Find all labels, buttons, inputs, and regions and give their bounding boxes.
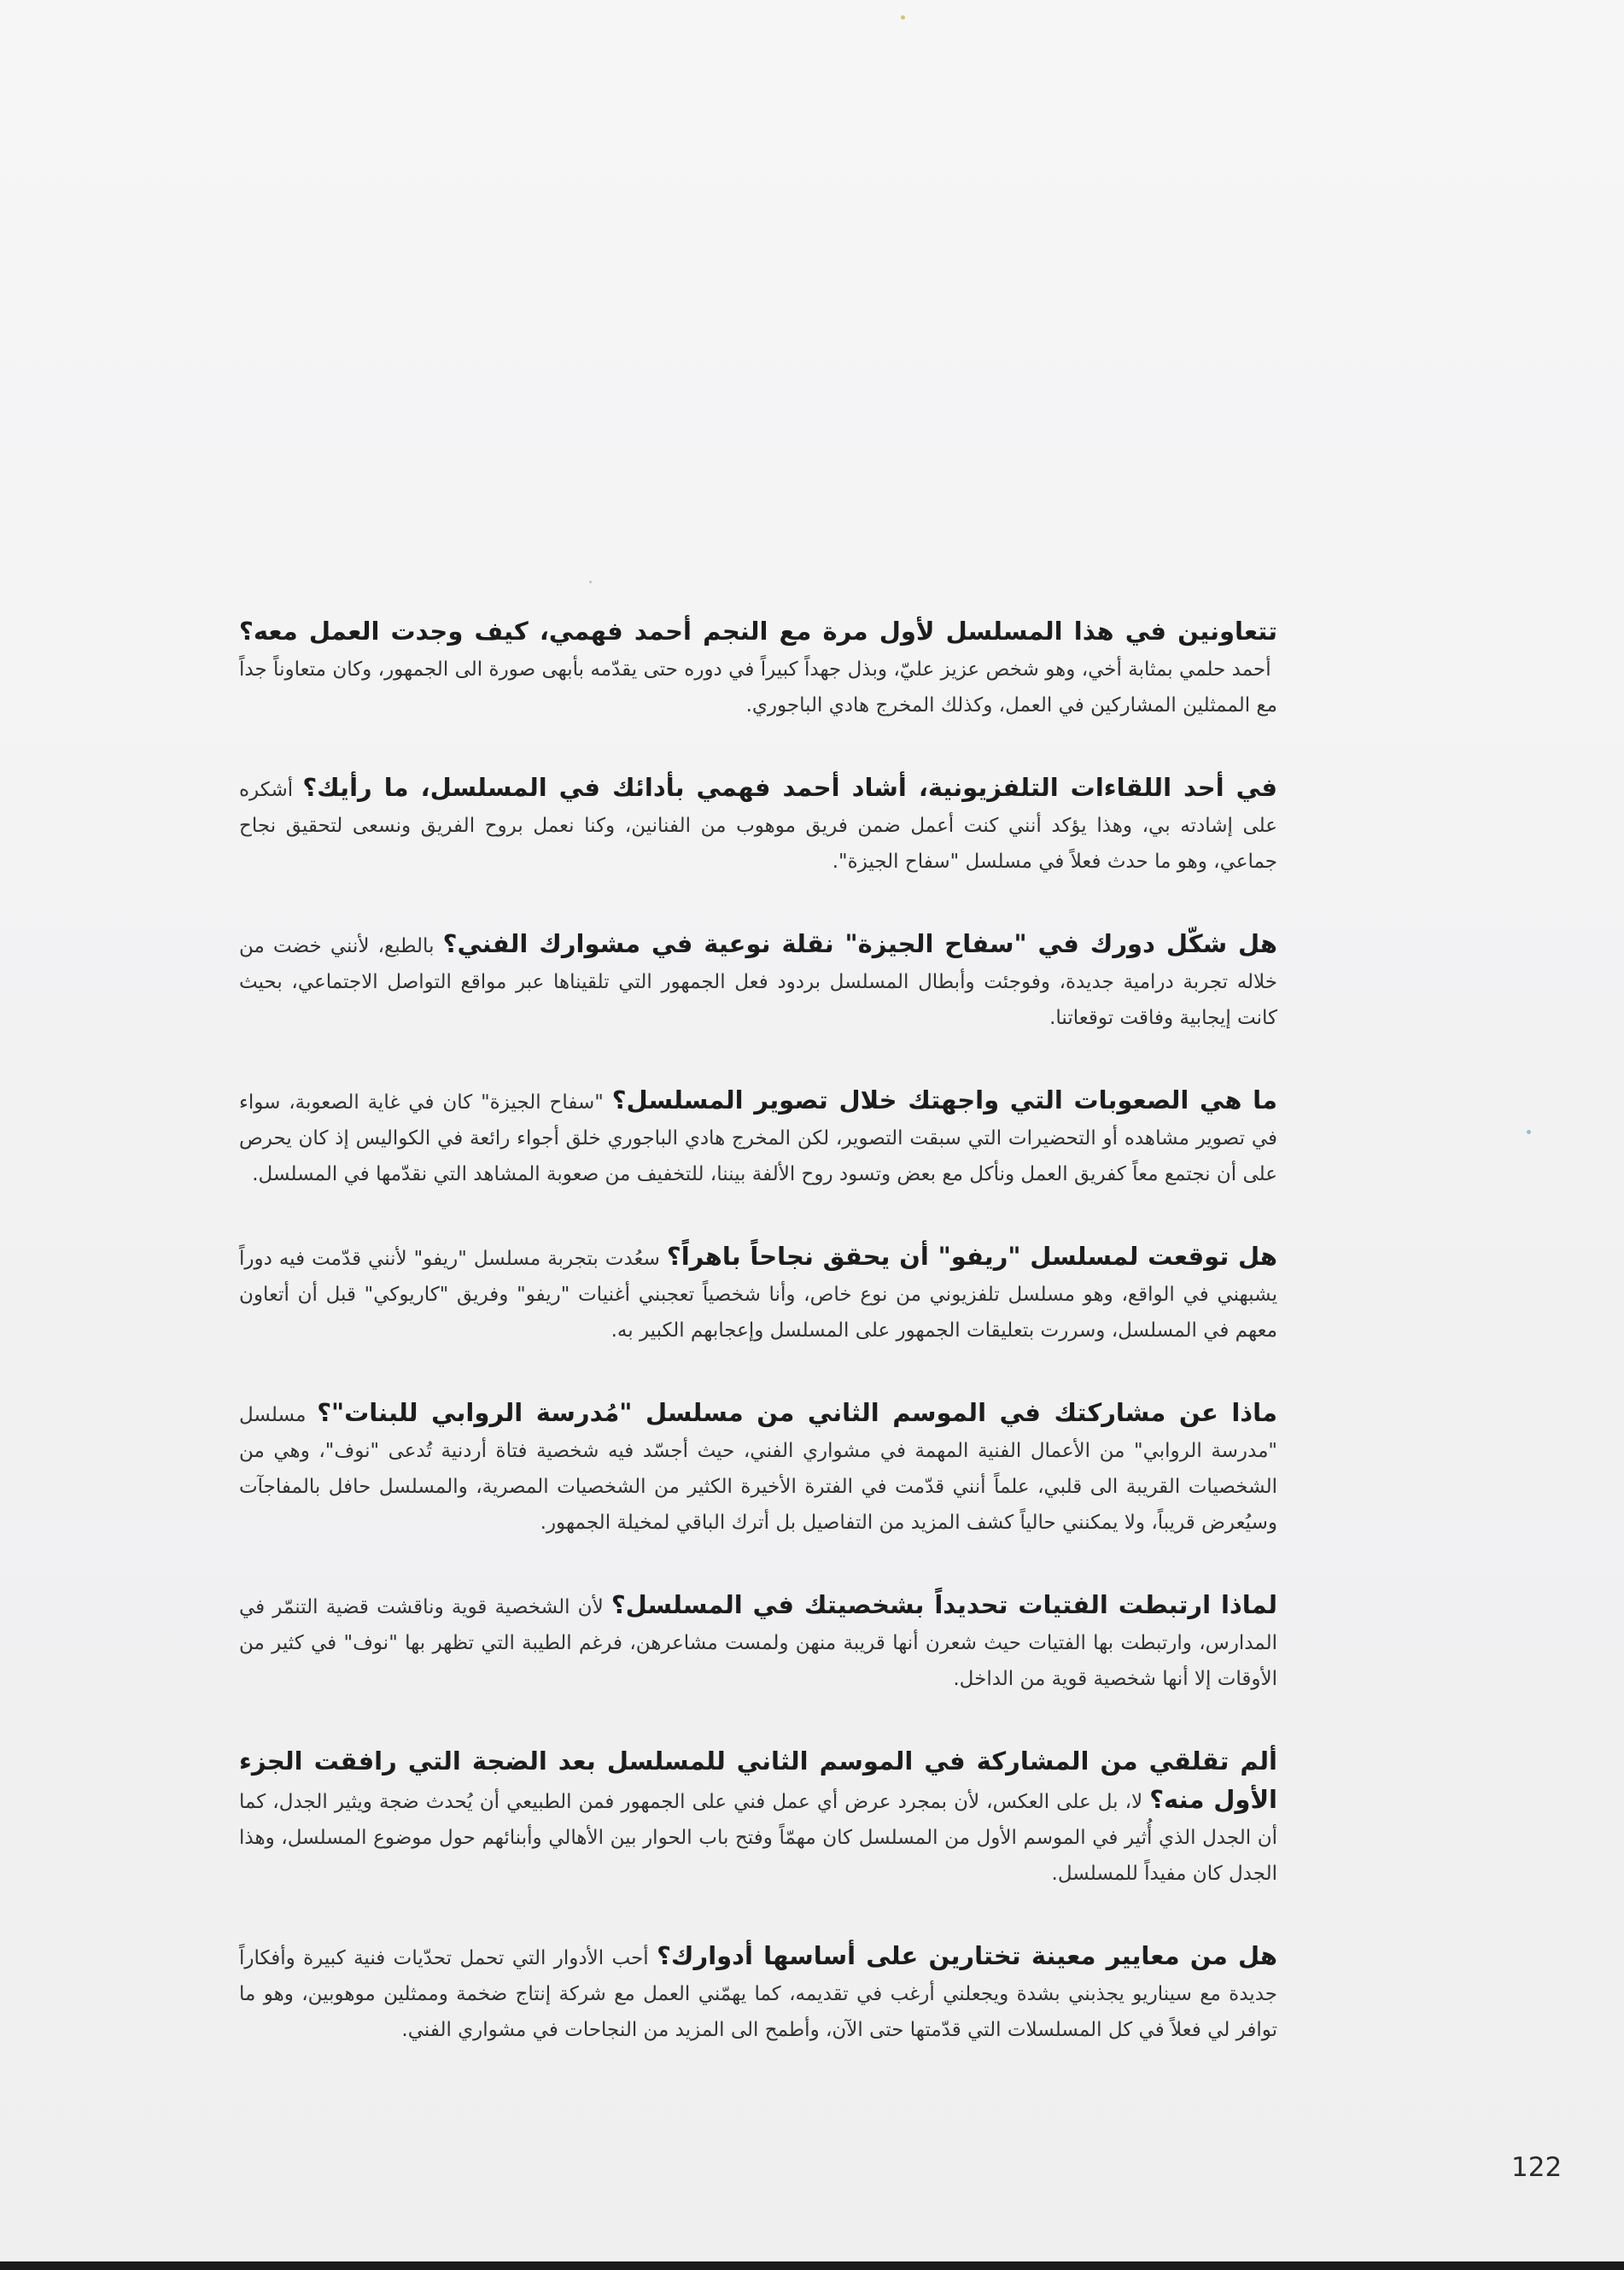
interview-question: هل شكّل دورك في "سفاح الجيزة" نقلة نوعية في مشوارك الفني؟ <box>442 929 1278 958</box>
interview-answer: سعُدت بتجربة مسلسل "ريفو" لأنني قدّمت فيه دوراً يشبهني في الواقع، وهو مسلسل تلفزيوني من نوع خاص، وأنا شخصياً تعجبني أغنيات "ريفو" وفريق "كاريوكي" قبل أن أتعاون معهم في المسلسل، وسررت بتعليقات الجمهور على المسلسل وإعجابهم الكبير به. <box>239 1248 1277 1342</box>
interview-question: هل من معايير معينة تختارين على أساسها أدوارك؟ <box>657 1941 1277 1970</box>
interview-question: لماذا ارتبطت الفتيات تحديداً بشخصيتك في المسلسل؟ <box>610 1590 1277 1619</box>
interview-answer: أحب الأدوار التي تحمل تحدّيات فنية كبيرة وأفكاراً جديدة مع سيناريو يجذبني بشدة ويجعلني أرغب في تقديمه، كما يهمّني العمل مع شركة إنتاج ضخمة وممثلين موهوبين، وهو ما توافر لي فعلاً في كل المسلسلات التي قدّمتها حتى الآن، وأطمح الى المزيد من النجاحات في مشواري الفني. <box>239 1947 1277 2041</box>
qa-paragraph-5 <box>239 1238 1277 1349</box>
qa-paragraph-3 <box>239 926 1277 1036</box>
qa-paragraph-7 <box>239 1587 1277 1697</box>
interview-answer: أشكره على إشادته بي، وهذا يؤكد أنني كنت أعمل ضمن فريق موهوب من الفنانين، وكنا نعمل بروح الفريق ونسعى لتحقيق نجاح جماعي، وهو ما حدث فعلاً في مسلسل "سفاح الجيزة". <box>239 779 1277 873</box>
paper-speck <box>901 15 905 20</box>
interview-answer: "سفاح الجيزة" كان في غاية الصعوبة، سواء في تصوير مشاهده أو التحضيرات التي سبقت التصوير، لكن المخرج هادي الباجوري خلق أجواء رائعة في الكواليس إذ كان يحرص على أن نجتمع معاً كفريق العمل ونأكل مع بعض وتسود روح الألفة بيننا، للتخفيف من صعوبة المشاهد التي نقدّمها في المسلسل. <box>239 1091 1277 1185</box>
interview-question: هل توقعت لمسلسل "ريفو" أن يحقق نجاحاً باهراً؟ <box>666 1242 1278 1271</box>
paper-speck <box>589 581 592 583</box>
qa-paragraph-9 <box>239 1938 1277 2048</box>
interview-article <box>239 613 1277 2094</box>
qa-paragraph-8 <box>239 1743 1277 1892</box>
interview-question: ماذا عن مشاركتك في الموسم الثاني من مسلسل "مُدرسة الروابي للبنات"؟ <box>317 1398 1278 1427</box>
interview-answer: بالطبع، لأنني خضت من خلاله تجربة درامية جديدة، وفوجئت وأبطال المسلسل بردود فعل الجمهور التي تلقيناها عبر مواقع التواصل الاجتماعي، بحيث كانت إيجابية وفاقت توقعاتنا. <box>239 935 1277 1029</box>
scan-edge-strip <box>0 2261 1624 2270</box>
interview-answer: لا، بل على العكس، لأن بمجرد عرض أي عمل فني على الجمهور فمن الطبيعي أن يُحدث ضجة ويثير الجدل، كما أن الجدل الذي أُثير في الموسم الأول من المسلسل كان مهمّاً وفتح باب الحوار بين الأهالي وأبنائهم حول موضوع المسلسل، وهذا الجدل كان مفيداً للمسلسل. <box>239 1791 1277 1885</box>
interview-question: ألم تقلقي من المشاركة في الموسم الثاني للمسلسل بعد الضجة التي رافقت الجزء الأول منه؟ <box>239 1746 1277 1814</box>
page-number: 122 <box>1511 2152 1563 2183</box>
qa-paragraph-6 <box>239 1395 1277 1541</box>
interview-answer: لأن الشخصية قوية وناقشت قضية التنمّر في المدارس، وارتبطت بها الفتيات حيث شعرن أنها قريبة منهن ولمست مشاعرهن، فرغم الطيبة التي تظهر بها "نوف" في كثير من الأوقات إلا أنها شخصية قوية من الداخل. <box>239 1596 1277 1690</box>
interview-answer: مسلسل "مدرسة الروابي" من الأعمال الفنية المهمة في مشواري الفني، حيث أجسّد فيه شخصية فتاة أردنية تُدعى "نوف"، وهي من الشخصيات القريبة الى قلبي، علماً أنني قدّمت في الفترة الأخيرة الكثير من الشخصيات المصرية، والمسلسل حافل بالمفاجآت وسيُعرض قريباً، ولا يمكنني حالياً كشف المزيد من التفاصيل بل أترك الباقي لمخيلة الجمهور. <box>239 1404 1277 1534</box>
qa-paragraph-2 <box>239 769 1277 880</box>
interview-answer: أحمد حلمي بمثابة أخي، وهو شخص عزيز عليّ، وبذل جهداً كبيراً في دوره حتى يقدّمه بأبهى صورة الى الجمهور، وكان متعاوناً جداً مع الممثلين المشاركين في العمل، وكذلك المخرج هادي الباجوري. <box>239 658 1277 717</box>
qa-paragraph-4 <box>239 1082 1277 1192</box>
interview-question: ما هي الصعوبات التي واجهتك خلال تصوير المسلسل؟ <box>611 1085 1278 1115</box>
interview-question: في أحد اللقاءات التلفزيونية، أشاد أحمد فهمي بأدائك في المسلسل، ما رأيك؟ <box>302 773 1277 802</box>
interview-question: تتعاونين في هذا المسلسل لأول مرة مع النجم أحمد فهمي، كيف وجدت العمل معه؟ <box>239 617 1277 646</box>
paper-speck <box>1527 1130 1531 1134</box>
qa-paragraph-1 <box>239 613 1277 723</box>
